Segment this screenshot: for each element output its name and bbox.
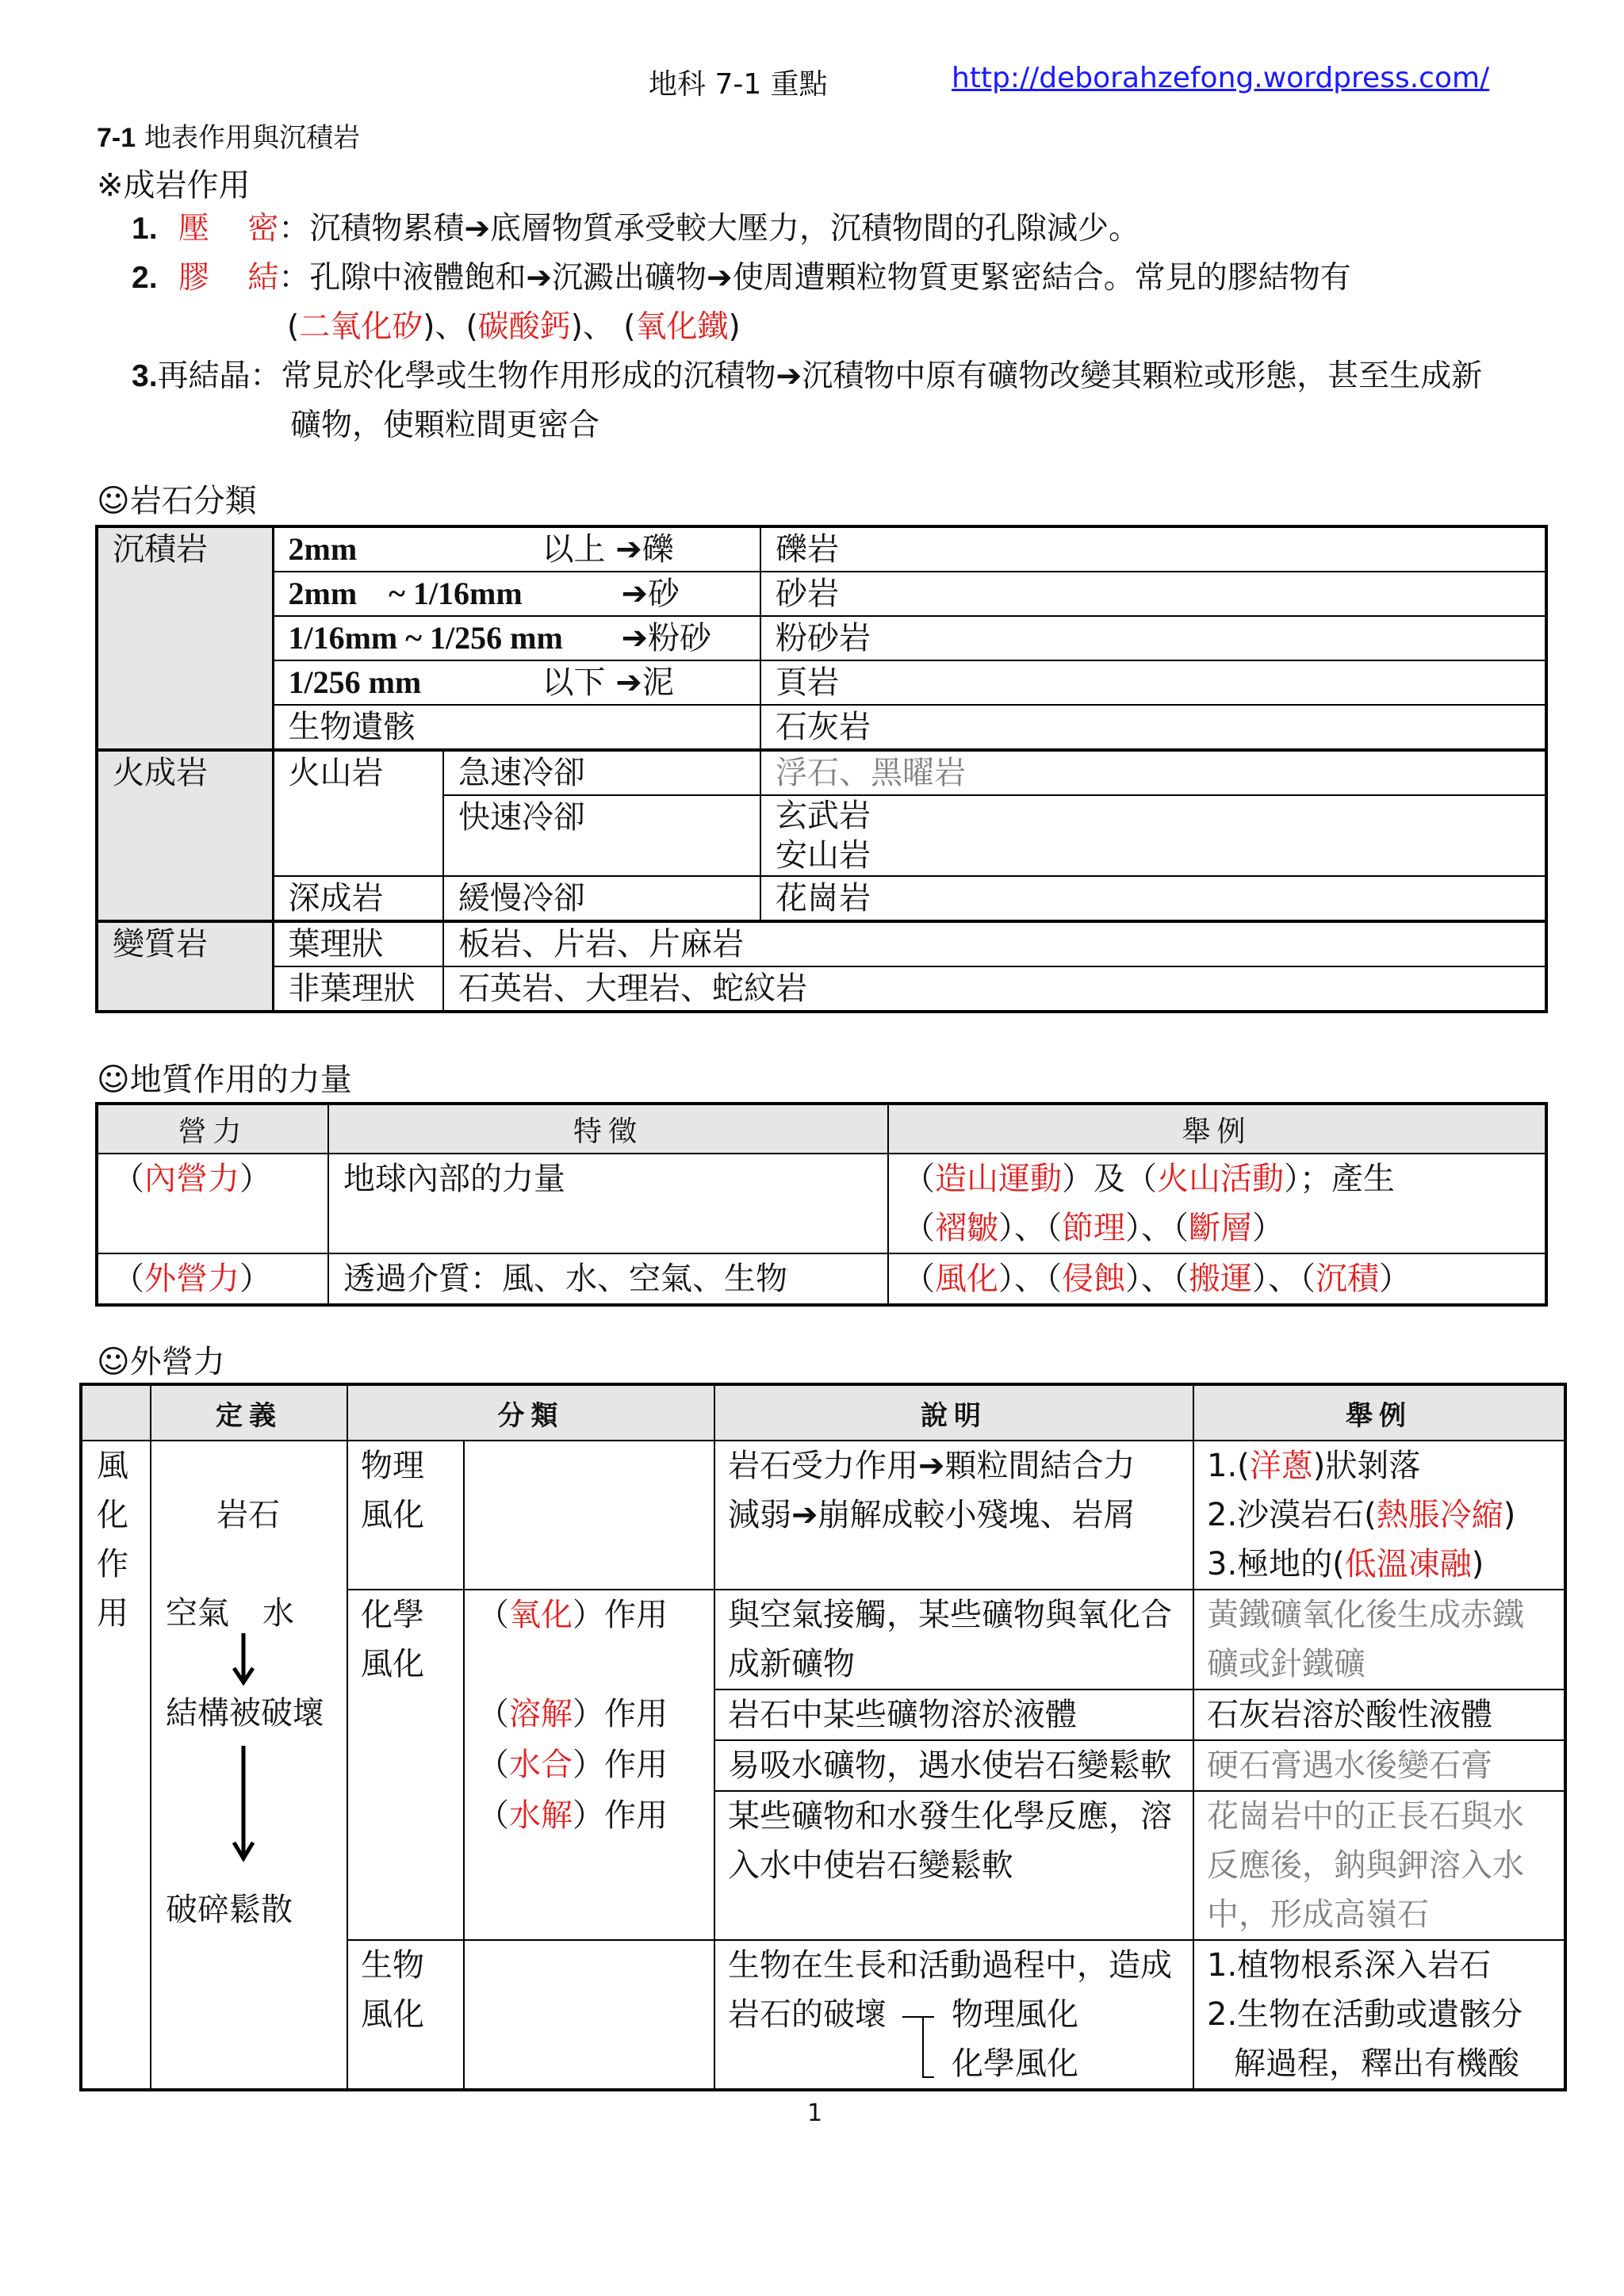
subtype-suffix: ）作用: [573, 1696, 668, 1732]
label-fragmented: 破碎鬆散: [166, 1892, 293, 1928]
ex-text: 2.沙漠岩石(: [1207, 1497, 1377, 1533]
rock-name: 安山岩: [776, 837, 871, 874]
weathering-table: [79, 1383, 1567, 2091]
item-text: ：孔隙中液體飽和➔沉澱出礦物➔使周遭顆粒物質更緊密結合。常見的膠結物有: [278, 260, 1351, 296]
subtype-empty: [464, 1940, 714, 2090]
ex-text: ): [1471, 1546, 1484, 1582]
col-header-example: 舉例: [1193, 1384, 1565, 1441]
branch-bracket-icon: [902, 2001, 937, 2080]
col-header-example: 舉例: [888, 1104, 1546, 1154]
example-2: [1207, 1490, 1551, 1540]
description: [714, 1590, 1193, 1689]
rock-names: 石英岩、大理岩、蛇紋岩: [443, 966, 1546, 1012]
desc-line: 某些礦物和水發生化學反應，溶: [728, 1798, 1172, 1835]
side-char: 風: [97, 1448, 128, 1484]
connector: ）及（: [1062, 1161, 1157, 1197]
rock-name: 花崗岩: [760, 876, 1546, 921]
type-name: 化學: [361, 1597, 424, 1633]
force-feature: 透過介質：風、水、空氣、生物: [328, 1253, 888, 1305]
ex-text: 3.極地的(: [1207, 1546, 1345, 1582]
desc-line: 岩石的破壞: [728, 1996, 887, 2033]
ex-keyword: 洋蔥: [1249, 1448, 1313, 1484]
force-internal: （內營力）: [97, 1154, 328, 1253]
description: [714, 1940, 1193, 2090]
grain-size-row: [273, 526, 760, 572]
item-label: 再結晶: [157, 358, 251, 394]
example: 沉積: [1316, 1261, 1379, 1297]
grain-type: ➔砂: [621, 576, 680, 612]
grain-size: 2mm ~ 1/16mm: [288, 576, 523, 611]
type-chemical: [347, 1590, 464, 1940]
rock-names: [760, 795, 1546, 876]
side-char: 化: [97, 1497, 128, 1533]
example: 搬運: [1189, 1261, 1252, 1297]
examples: [1193, 1940, 1565, 2090]
examples: 硬石膏遇水後變石膏: [1193, 1740, 1565, 1791]
desc-line: 岩石受力作用➔顆粒間結合力: [728, 1448, 1136, 1484]
ex-line: 黃鐵礦氧化後生成赤鐵: [1207, 1597, 1524, 1633]
cooling-rate: 快速冷卻: [443, 795, 760, 876]
examples: 石灰岩溶於酸性液體: [1193, 1689, 1565, 1740]
igneous-type-plutonic: 深成岩: [273, 876, 443, 921]
rock-name: 石灰岩: [760, 705, 1546, 750]
description: [714, 1791, 1193, 1940]
external-heading: ☺外營力: [97, 1344, 225, 1380]
grain-type: ➔粉砂: [621, 620, 712, 656]
type-physical: [347, 1441, 464, 1590]
label-rock: 岩石: [216, 1497, 280, 1533]
item-keyword: 壓 密: [178, 211, 293, 247]
ex-keyword: 熱脹冷縮: [1376, 1497, 1503, 1533]
document-header-title: 地科 7-1 重點: [649, 68, 828, 101]
cooling-rate: 緩慢冷卻: [443, 876, 760, 921]
examples: [1193, 1791, 1565, 1940]
desc-line: 生物在生長和活動過程中，造成: [728, 1947, 1172, 1984]
force-feature: 地球內部的力量: [328, 1154, 888, 1253]
rock-name: 浮石、黑曜岩: [760, 750, 1546, 795]
geologic-forces-table: [95, 1102, 1548, 1307]
grain-type: 以上 ➔礫: [542, 531, 674, 568]
igneous-type-volcanic: 火山岩: [273, 750, 443, 876]
rock-name: 頁岩: [760, 660, 1546, 705]
ex-line: 花崗岩中的正長石與水: [1207, 1798, 1524, 1835]
cement-calcite: 碳酸鈣: [477, 309, 571, 345]
down-arrow-icon: [228, 1632, 259, 1687]
category-sedimentary: 沉積岩: [97, 526, 273, 750]
col-header-description: 說明: [714, 1384, 1193, 1441]
force-external: （外營力）: [97, 1253, 328, 1305]
chengyan-item-3-line2: 礦物，使顆粒間更密合: [290, 408, 600, 443]
type-name: 風化: [361, 1497, 424, 1533]
ex-keyword: 低溫凍融: [1344, 1546, 1472, 1582]
chengyan-item-1: [132, 205, 1139, 254]
subtype-keyword: 水合: [509, 1747, 573, 1783]
header-url-link[interactable]: http://deborahzefong.wordpress.com/: [952, 62, 1490, 94]
cooling-rate: 急速冷卻: [443, 750, 760, 795]
side-char: 作: [97, 1546, 128, 1582]
rock-classification-table: [95, 525, 1548, 1013]
type-name: 生物: [361, 1947, 424, 1984]
desc-line: 減弱➔崩解成較小殘塊、岩屑: [728, 1497, 1136, 1533]
ex-text: )狀剝落: [1312, 1448, 1421, 1484]
subtype-suffix: ）作用: [573, 1597, 668, 1633]
paren: )、(: [423, 309, 478, 345]
connector: ）；產生: [1284, 1161, 1395, 1197]
rock-name: 礫岩: [760, 526, 1546, 572]
page-number: 1: [807, 2099, 823, 2127]
grain-size: 1/16mm ~ 1/256 mm: [288, 620, 563, 656]
grain-size: 1/256 mm: [288, 664, 422, 700]
rock-heading: ☺岩石分類: [97, 483, 257, 519]
grain-size-row: [273, 616, 760, 660]
definition-flow: [151, 1441, 347, 2090]
section-number: 7-1: [97, 123, 136, 153]
cement-list: [287, 303, 741, 352]
col-header-feature: 特徵: [328, 1104, 888, 1154]
example: 節理: [1062, 1210, 1125, 1246]
col-header-blank: [81, 1384, 151, 1441]
subtype-empty: [464, 1441, 714, 1590]
examples: [1193, 1590, 1565, 1689]
desc-line: 入水中使岩石變鬆軟: [728, 1847, 1013, 1884]
item-text: ：常見於化學或生物作用形成的沉積物➔沉積物中原有礦物改變其顆粒或形態，甚至生成新: [250, 358, 1483, 394]
category-igneous: 火成岩: [97, 750, 273, 921]
label-structure-broken: 結構被破壞: [166, 1695, 324, 1732]
paren: )、 (: [570, 309, 636, 345]
label-air: 空氣: [166, 1595, 229, 1632]
chengyan-heading: ※成岩作用: [97, 167, 251, 204]
example-3: [1207, 1540, 1551, 1589]
grain-size-row: [273, 660, 760, 705]
subtype-hydration: （水合）作用: [464, 1740, 714, 1791]
subtype-keyword: 水解: [509, 1797, 573, 1834]
label-water: 水: [262, 1595, 294, 1632]
rock-name: 粉砂岩: [760, 616, 1546, 660]
example: 斷層: [1189, 1210, 1252, 1246]
force-examples: （造山運動）及（火山活動）；產生 （褶皺）、（節理）、（斷層）: [888, 1154, 1546, 1253]
subtype-suffix: ）作用: [573, 1797, 668, 1834]
item-number: 1.: [132, 212, 158, 246]
force-examples: （風化）、（侵蝕）、（搬運）、（沉積）: [888, 1253, 1546, 1305]
cement-silica: 二氧化矽: [299, 309, 423, 345]
texture-type: 非葉理狀: [273, 966, 443, 1012]
ex-line: 1.植物根系深入岩石: [1207, 1947, 1492, 1984]
force-name: 內營力: [144, 1161, 239, 1197]
example: 風化: [935, 1261, 998, 1297]
grain-size: 生物遺骸: [273, 705, 760, 750]
section-title: [97, 116, 360, 155]
branch-physical: 物理風化: [952, 1996, 1078, 2033]
side-char: 用: [97, 1595, 128, 1632]
weathering-side-label: [81, 1441, 151, 2090]
ex-line: 解過程，釋出有機酸: [1234, 2045, 1519, 2082]
chengyan-item-3: [132, 352, 1482, 401]
force-name: 外營力: [144, 1261, 239, 1297]
description: 岩石中某些礦物溶於液體: [714, 1689, 1193, 1740]
item-keyword: 膠 結: [178, 260, 293, 296]
definition-diagram: [151, 1441, 348, 2076]
item-number: 2.: [132, 261, 158, 295]
type-biological: [347, 1940, 464, 2090]
ex-line: 2.生物在活動或遺骸分: [1207, 1996, 1523, 2033]
description: [714, 1441, 1193, 1590]
rock-names: 板岩、片岩、片麻岩: [443, 921, 1546, 966]
desc-line: 成新礦物: [728, 1646, 855, 1682]
example: 侵蝕: [1062, 1261, 1125, 1297]
type-name: 風化: [361, 1646, 424, 1682]
forces-heading: ☺地質作用的力量: [97, 1062, 352, 1098]
texture-type: 葉理狀: [273, 921, 443, 966]
rock-name: 玄武岩: [776, 798, 871, 834]
example: 褶皺: [935, 1210, 998, 1246]
ex-line: 中，形成高嶺石: [1207, 1896, 1429, 1933]
description: 易吸水礦物，遇水使岩石變鬆軟: [714, 1740, 1193, 1791]
subtype-keyword: 氧化: [509, 1597, 573, 1633]
col-header-classification: 分類: [347, 1384, 714, 1441]
category-metamorphic: 變質岩: [97, 921, 273, 1012]
example: 造山運動: [935, 1161, 1062, 1197]
desc-branch: [728, 1990, 1180, 2088]
subtype-keyword: 溶解: [509, 1696, 573, 1732]
rock-name: 砂岩: [760, 572, 1546, 616]
grain-size: 2mm: [288, 531, 358, 567]
examples: [1193, 1441, 1565, 1590]
section-name: 地表作用與沉積岩: [144, 122, 360, 154]
subtype-hydrolysis: （水解）作用: [464, 1791, 714, 1940]
ex-text: ): [1503, 1497, 1516, 1533]
type-name: 風化: [361, 1996, 424, 2033]
type-name: 物理: [361, 1448, 424, 1484]
cement-iron-oxide: 氧化鐵: [635, 309, 729, 345]
item-number: 3.: [132, 359, 158, 393]
item-text: ：沉積物累積➔底層物質承受較大壓力，沉積物間的孔隙減少。: [278, 211, 1140, 247]
ex-line: 礦或針鐵礦: [1207, 1646, 1365, 1682]
subtype-oxidation: （氧化）作用: [464, 1590, 714, 1689]
paren: ): [728, 309, 741, 345]
subtype-dissolution: （溶解）作用: [464, 1689, 714, 1740]
desc-line: 與空氣接觸，某些礦物與氧化合: [728, 1597, 1172, 1633]
col-header-force: 營力: [97, 1104, 328, 1154]
grain-type: 以下 ➔泥: [542, 664, 674, 701]
ex-text: 1.(: [1207, 1448, 1250, 1484]
down-arrow-icon: [228, 1744, 259, 1863]
example: 火山活動: [1157, 1161, 1284, 1197]
paren: (: [287, 309, 300, 345]
example-1: [1207, 1441, 1551, 1490]
col-header-definition: 定義: [151, 1384, 347, 1441]
chengyan-item-2: [132, 254, 1351, 303]
grain-size-row: [273, 572, 760, 616]
ex-line: 反應後，鈉與鉀溶入水: [1207, 1847, 1524, 1884]
branch-chemical: 化學風化: [952, 2045, 1078, 2082]
subtype-suffix: ）作用: [573, 1747, 668, 1783]
